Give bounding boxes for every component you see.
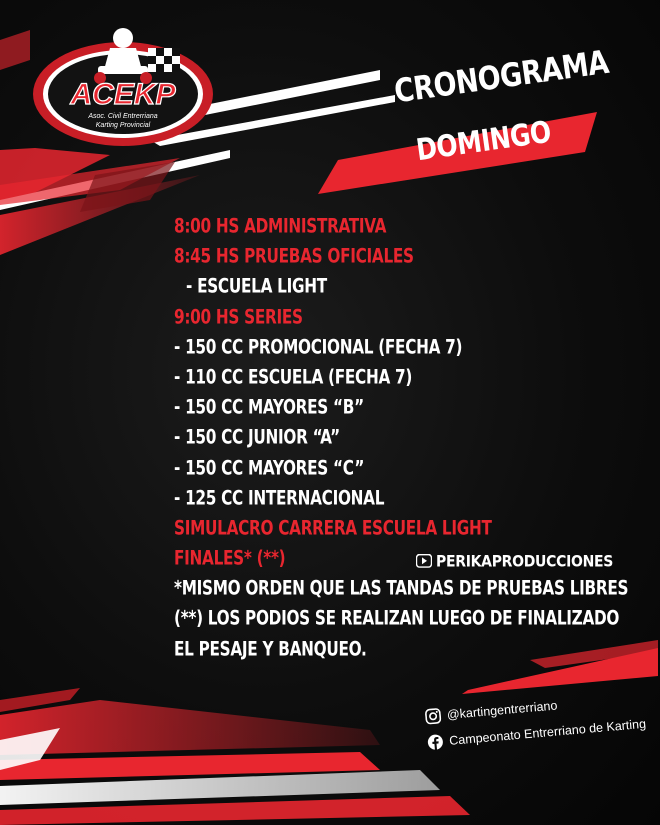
acekp-logo: [28, 22, 218, 152]
instagram-handle: @kartingentrerriano: [446, 698, 558, 723]
instagram-icon: [424, 708, 441, 725]
schedule-line: - 150 CC PROMOCIONAL (FECHA 7): [174, 336, 463, 360]
schedule-line: 8:00 HS ADMINISTRATIVA: [174, 215, 387, 239]
svg-text:Asoc. Civil Entrerriana: Asoc. Civil Entrerriana: [88, 113, 158, 120]
schedule-line: - 150 CC MAYORES “B”: [174, 396, 364, 420]
schedule-line: 9:00 HS SERIES: [174, 306, 303, 330]
schedule-line: - 110 CC ESCUELA (FECHA 7): [174, 366, 413, 390]
schedule-line: - 125 CC INTERNACIONAL: [174, 487, 385, 511]
schedule-line: (**) LOS PODIOS SE REALIZAN LUEGO DE FINALIZADO: [174, 607, 620, 631]
schedule-line: - 150 CC JUNIOR “A”: [174, 426, 340, 450]
day-label: DOMINGO: [414, 114, 553, 168]
schedule-line: FINALES* (**): [174, 547, 286, 571]
schedule-line: EL PESAJE Y BANQUEO.: [174, 638, 367, 662]
svg-text:Karting Provincial: Karting Provincial: [95, 122, 151, 129]
schedule-list: [174, 212, 644, 665]
schedule-line: *MISMO ORDEN QUE LAS TANDAS DE PRUEBAS LIBRES: [174, 577, 629, 601]
facebook-icon: [427, 733, 444, 750]
youtube-handle[interactable]: [416, 553, 613, 571]
svg-text:ACEKP: ACEKP: [70, 78, 176, 111]
facebook-page-name: Campeonato Entrerriano de Karting: [448, 716, 647, 748]
checkered-flag-icon: [148, 48, 180, 72]
schedule-line: 8:45 HS PRUEBAS OFICIALES: [174, 245, 414, 269]
page-title: CRONOGRAMA: [392, 43, 611, 111]
youtube-icon: [416, 554, 432, 568]
schedule-line: - ESCUELA LIGHT: [186, 275, 327, 299]
schedule-line: - 150 CC MAYORES “C”: [174, 456, 365, 480]
schedule-line: SIMULACRO CARRERA ESCUELA LIGHT: [174, 517, 492, 541]
youtube-handle-text: PERIKAPRODUCCIONES: [436, 552, 614, 572]
